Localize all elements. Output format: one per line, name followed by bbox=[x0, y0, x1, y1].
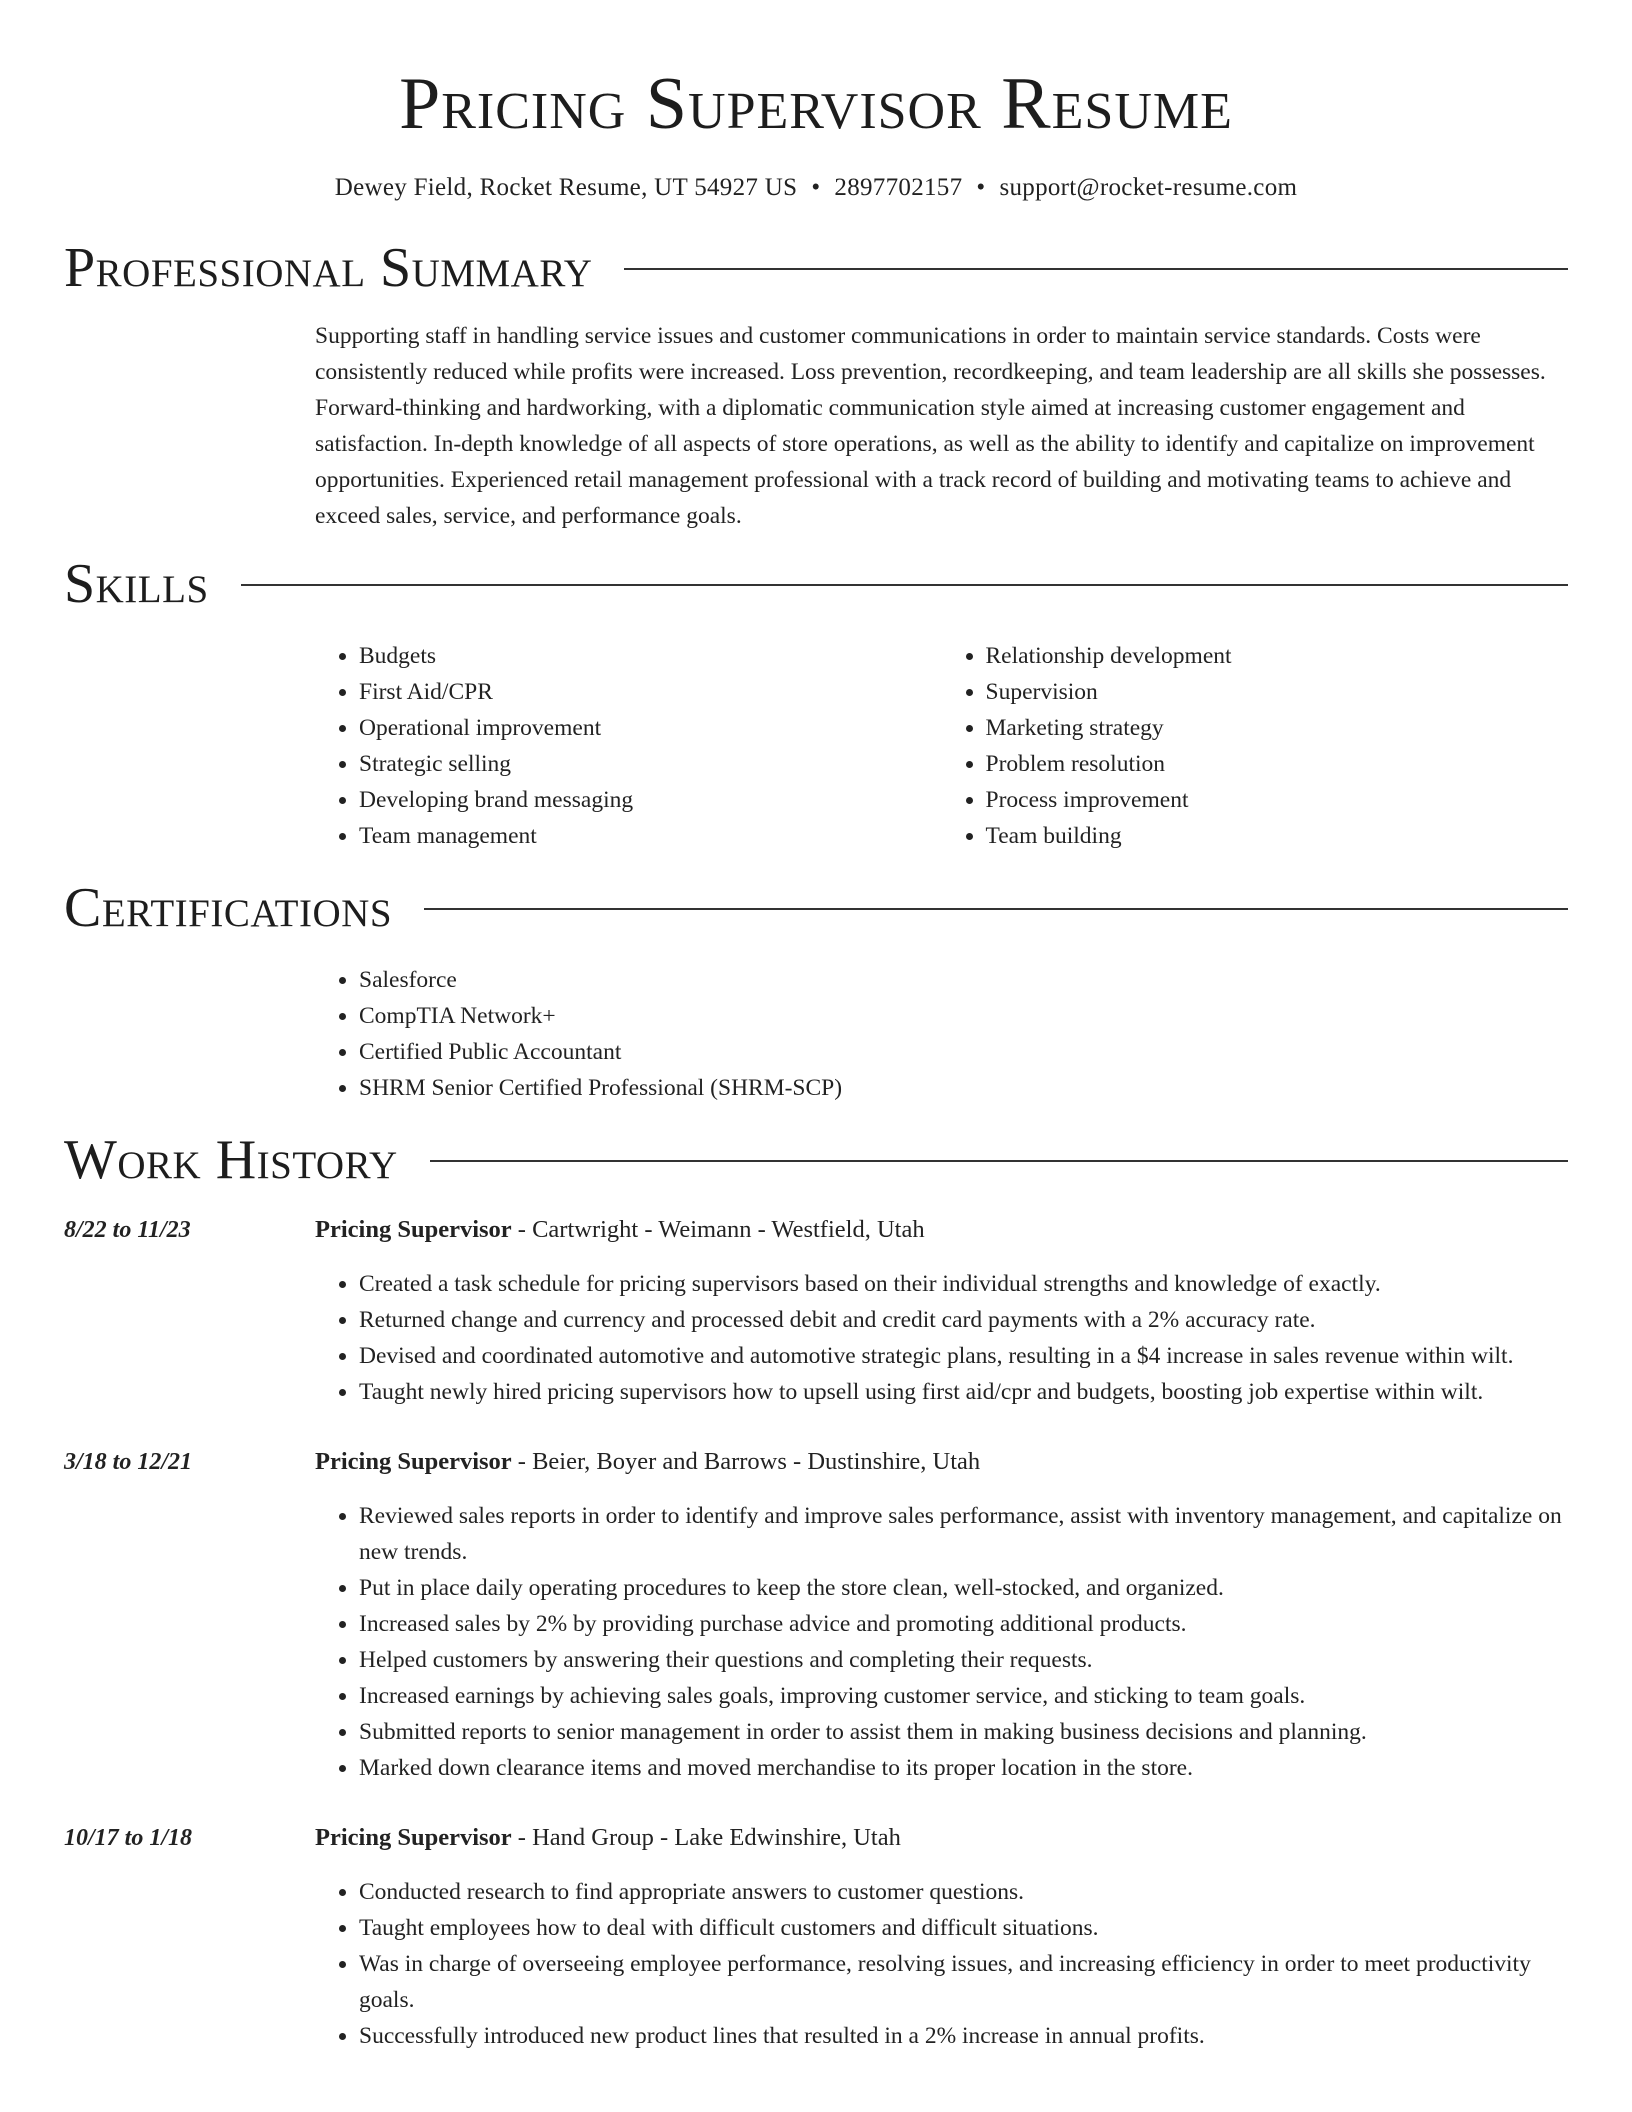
job-title: Pricing Supervisor bbox=[315, 1448, 512, 1475]
job-bullet: • Put in place daily operating procedures to keep the store clean, well-stocked, and organized. bbox=[359, 1570, 1568, 1606]
skills-grid bbox=[315, 638, 1568, 854]
job-bullet: • Submitted reports to senior management in order to assist them in making business decisions and planning. bbox=[359, 1714, 1568, 1750]
work-history-header bbox=[64, 1124, 1568, 1196]
skills-header bbox=[64, 548, 1568, 620]
job-bullet: • Marked down clearance items and moved merchandise to its proper location in the store. bbox=[359, 1750, 1568, 1786]
certifications-section bbox=[64, 872, 1568, 1106]
job-main bbox=[315, 1820, 1568, 2054]
skill-item: • Relationship development bbox=[986, 638, 1569, 674]
job-bullet: • Increased sales by 2% by providing purchase advice and promoting additional products. bbox=[359, 1606, 1568, 1642]
certifications-header bbox=[64, 872, 1568, 944]
skill-item: • Process improvement bbox=[986, 782, 1569, 818]
section-divider bbox=[430, 1160, 1568, 1162]
summary-header bbox=[64, 232, 1568, 304]
section-title-certifications: Certifications bbox=[64, 877, 393, 939]
job-bullets bbox=[315, 1874, 1568, 2054]
skill-item: • Supervision bbox=[986, 674, 1569, 710]
skill-item: • Operational improvement bbox=[359, 710, 942, 746]
section-divider bbox=[624, 268, 1568, 270]
section-divider bbox=[241, 584, 1568, 586]
job-bullet: • Taught newly hired pricing supervisors how to upsell using first aid/cpr and budgets, boosting job expertise within wilt. bbox=[359, 1374, 1568, 1410]
section-title-skills: Skills bbox=[64, 553, 209, 615]
job-heading bbox=[315, 1444, 1568, 1480]
job-dates: 3/18 to 12/21 bbox=[64, 1449, 193, 1475]
skill-item: • Developing brand messaging bbox=[359, 782, 942, 818]
certification-item: • SHRM Senior Certified Professional (SHRM-SCP) bbox=[359, 1070, 1568, 1106]
job-employer: - Beier, Boyer and Barrows - Dustinshire, Utah bbox=[511, 1448, 981, 1475]
contact-separator: • bbox=[976, 174, 986, 201]
job-bullet: • Increased earnings by achieving sales goals, improving customer service, and sticking to team goals. bbox=[359, 1678, 1568, 1714]
job-bullet: • Created a task schedule for pricing supervisors based on their individual strengths and knowledge of exactly. bbox=[359, 1266, 1568, 1302]
job-entry bbox=[64, 1212, 1568, 1410]
skill-item: • Problem resolution bbox=[986, 746, 1569, 782]
job-bullet: • Helped customers by answering their questions and completing their requests. bbox=[359, 1642, 1568, 1678]
job-employer: - Cartwright - Weimann - Westfield, Utah bbox=[511, 1216, 925, 1243]
job-entry bbox=[64, 1444, 1568, 1786]
job-entry bbox=[64, 1820, 1568, 2054]
resume-page bbox=[64, 0, 1568, 2054]
contact-phone: 2897702157 bbox=[834, 174, 963, 201]
skill-item: • Strategic selling bbox=[359, 746, 942, 782]
certification-item: • CompTIA Network+ bbox=[359, 998, 1568, 1034]
summary-body bbox=[315, 318, 1568, 534]
resume-title: Pricing Supervisor Resume bbox=[399, 63, 1233, 145]
job-bullet: • Returned change and currency and processed debit and credit card payments with a 2% accuracy rate. bbox=[359, 1302, 1568, 1338]
job-heading bbox=[315, 1820, 1568, 1856]
job-bullet: • Was in charge of overseeing employee performance, resolving issues, and increasing efficiency in order to meet productivity goals. bbox=[359, 1946, 1568, 2018]
job-dates: 10/17 to 1/18 bbox=[64, 1825, 193, 1851]
work-history-section bbox=[64, 1124, 1568, 2054]
section-title-summary: Professional Summary bbox=[64, 237, 593, 299]
skill-item: • Team building bbox=[986, 818, 1569, 854]
certifications-list bbox=[315, 962, 1568, 1106]
job-bullet: • Conducted research to find appropriate answers to customer questions. bbox=[359, 1874, 1568, 1910]
summary-section bbox=[64, 232, 1568, 534]
skill-item: • Budgets bbox=[359, 638, 942, 674]
summary-text: Supporting staff in handling service issues and customer communications in order to maintain service standards. Costs were consistently reduced while profits were increased. Loss prevention, recordkeeping, and team leadership are all skills she possesses. Forward-thinking and hardworking, with a diplomatic communication style aimed at increasing customer engagement and satisfaction. In-depth knowledge of all aspects of store operations, as well as the ability to identify and capitalize on improvement opportunities. Experienced retail management professional with a track record of building and motivating teams to achieve and exceed sales, service, and performance goals. bbox=[315, 323, 1546, 529]
job-heading bbox=[315, 1212, 1568, 1248]
section-title-work-history: Work History bbox=[64, 1129, 398, 1191]
job-main bbox=[315, 1444, 1568, 1786]
skill-item: • First Aid/CPR bbox=[359, 674, 942, 710]
job-bullet: • Reviewed sales reports in order to identify and improve sales performance, assist with inventory management, and capitalize on new trends. bbox=[359, 1498, 1568, 1570]
job-bullets bbox=[315, 1498, 1568, 1786]
job-dates: 8/22 to 11/23 bbox=[64, 1217, 191, 1243]
certifications-body bbox=[315, 962, 1568, 1106]
job-main bbox=[315, 1212, 1568, 1410]
contact-email: support@rocket-resume.com bbox=[999, 174, 1298, 201]
skills-list-left bbox=[315, 638, 942, 854]
job-bullet: • Taught employees how to deal with difficult customers and difficult situations. bbox=[359, 1910, 1568, 1946]
skills-list-right bbox=[942, 638, 1569, 854]
job-title: Pricing Supervisor bbox=[315, 1824, 512, 1851]
job-bullet: • Devised and coordinated automotive and automotive strategic plans, resulting in a $4 increase in sales revenue within wilt. bbox=[359, 1338, 1568, 1374]
job-title: Pricing Supervisor bbox=[315, 1216, 512, 1243]
section-divider bbox=[424, 908, 1568, 910]
job-employer: - Hand Group - Lake Edwinshire, Utah bbox=[511, 1824, 901, 1851]
contact-line bbox=[64, 172, 1568, 204]
certification-item: • Salesforce bbox=[359, 962, 1568, 998]
job-bullets bbox=[315, 1266, 1568, 1410]
skill-item: • Marketing strategy bbox=[986, 710, 1569, 746]
skill-item: • Team management bbox=[359, 818, 942, 854]
job-bullet: • Successfully introduced new product lines that resulted in a 2% increase in annual profits. bbox=[359, 2018, 1568, 2054]
certification-item: • Certified Public Accountant bbox=[359, 1034, 1568, 1070]
contact-separator: • bbox=[811, 174, 821, 201]
skills-section bbox=[64, 548, 1568, 854]
contact-address: Dewey Field, Rocket Resume, UT 54927 US bbox=[334, 174, 798, 201]
